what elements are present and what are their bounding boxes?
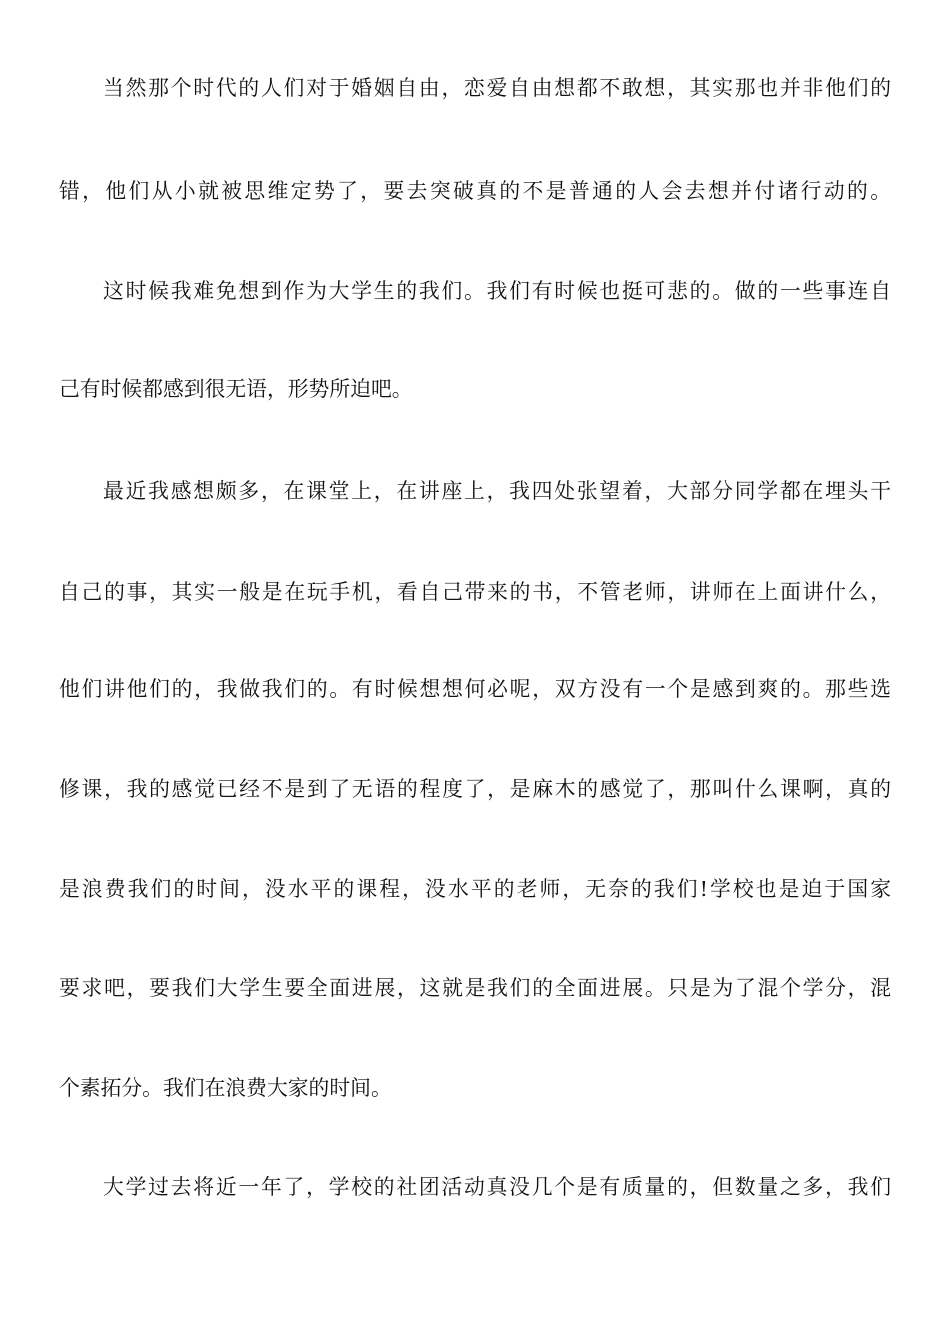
text-line: 个素拓分。我们在浪费大家的时间。 [59, 1076, 392, 1100]
text-line: 己有时候都感到很无语，形势所迫吧。 [59, 377, 413, 401]
text-line: 这时候我难免想到作为大学生的我们。我们有时候也挺可悲的。做的一些事连自 [103, 279, 891, 303]
text-line: 自己的事，其实一般是在玩手机，看自己带来的书，不管老师，讲师在上面讲什么， [59, 580, 891, 604]
text-line: 错，他们从小就被思维定势了，要去突破真的不是普通的人会去想并付诸行动的。 [59, 179, 891, 203]
text-line: 是浪费我们的时间，没水平的课程，没水平的老师，无奈的我们!学校也是迫于国家 [59, 877, 891, 901]
text-line: 他们讲他们的，我做我们的。有时候想想何必呢，双方没有一个是感到爽的。那些选 [59, 677, 891, 701]
text-line: 大学过去将近一年了，学校的社团活动真没几个是有质量的，但数量之多，我们 [103, 1175, 891, 1199]
text-line: 要求吧，要我们大学生要全面进展，这就是我们的全面进展。只是为了混个学分，混 [59, 976, 891, 1000]
text-line: 修课，我的感觉已经不是到了无语的程度了，是麻木的感觉了，那叫什么课啊，真的 [59, 777, 891, 801]
text-line: 最近我感想颇多，在课堂上，在讲座上，我四处张望着，大部分同学都在埋头干 [103, 479, 891, 503]
text-line: 当然那个时代的人们对于婚姻自由，恋爱自由想都不敢想，其实那也并非他们的 [103, 76, 891, 100]
